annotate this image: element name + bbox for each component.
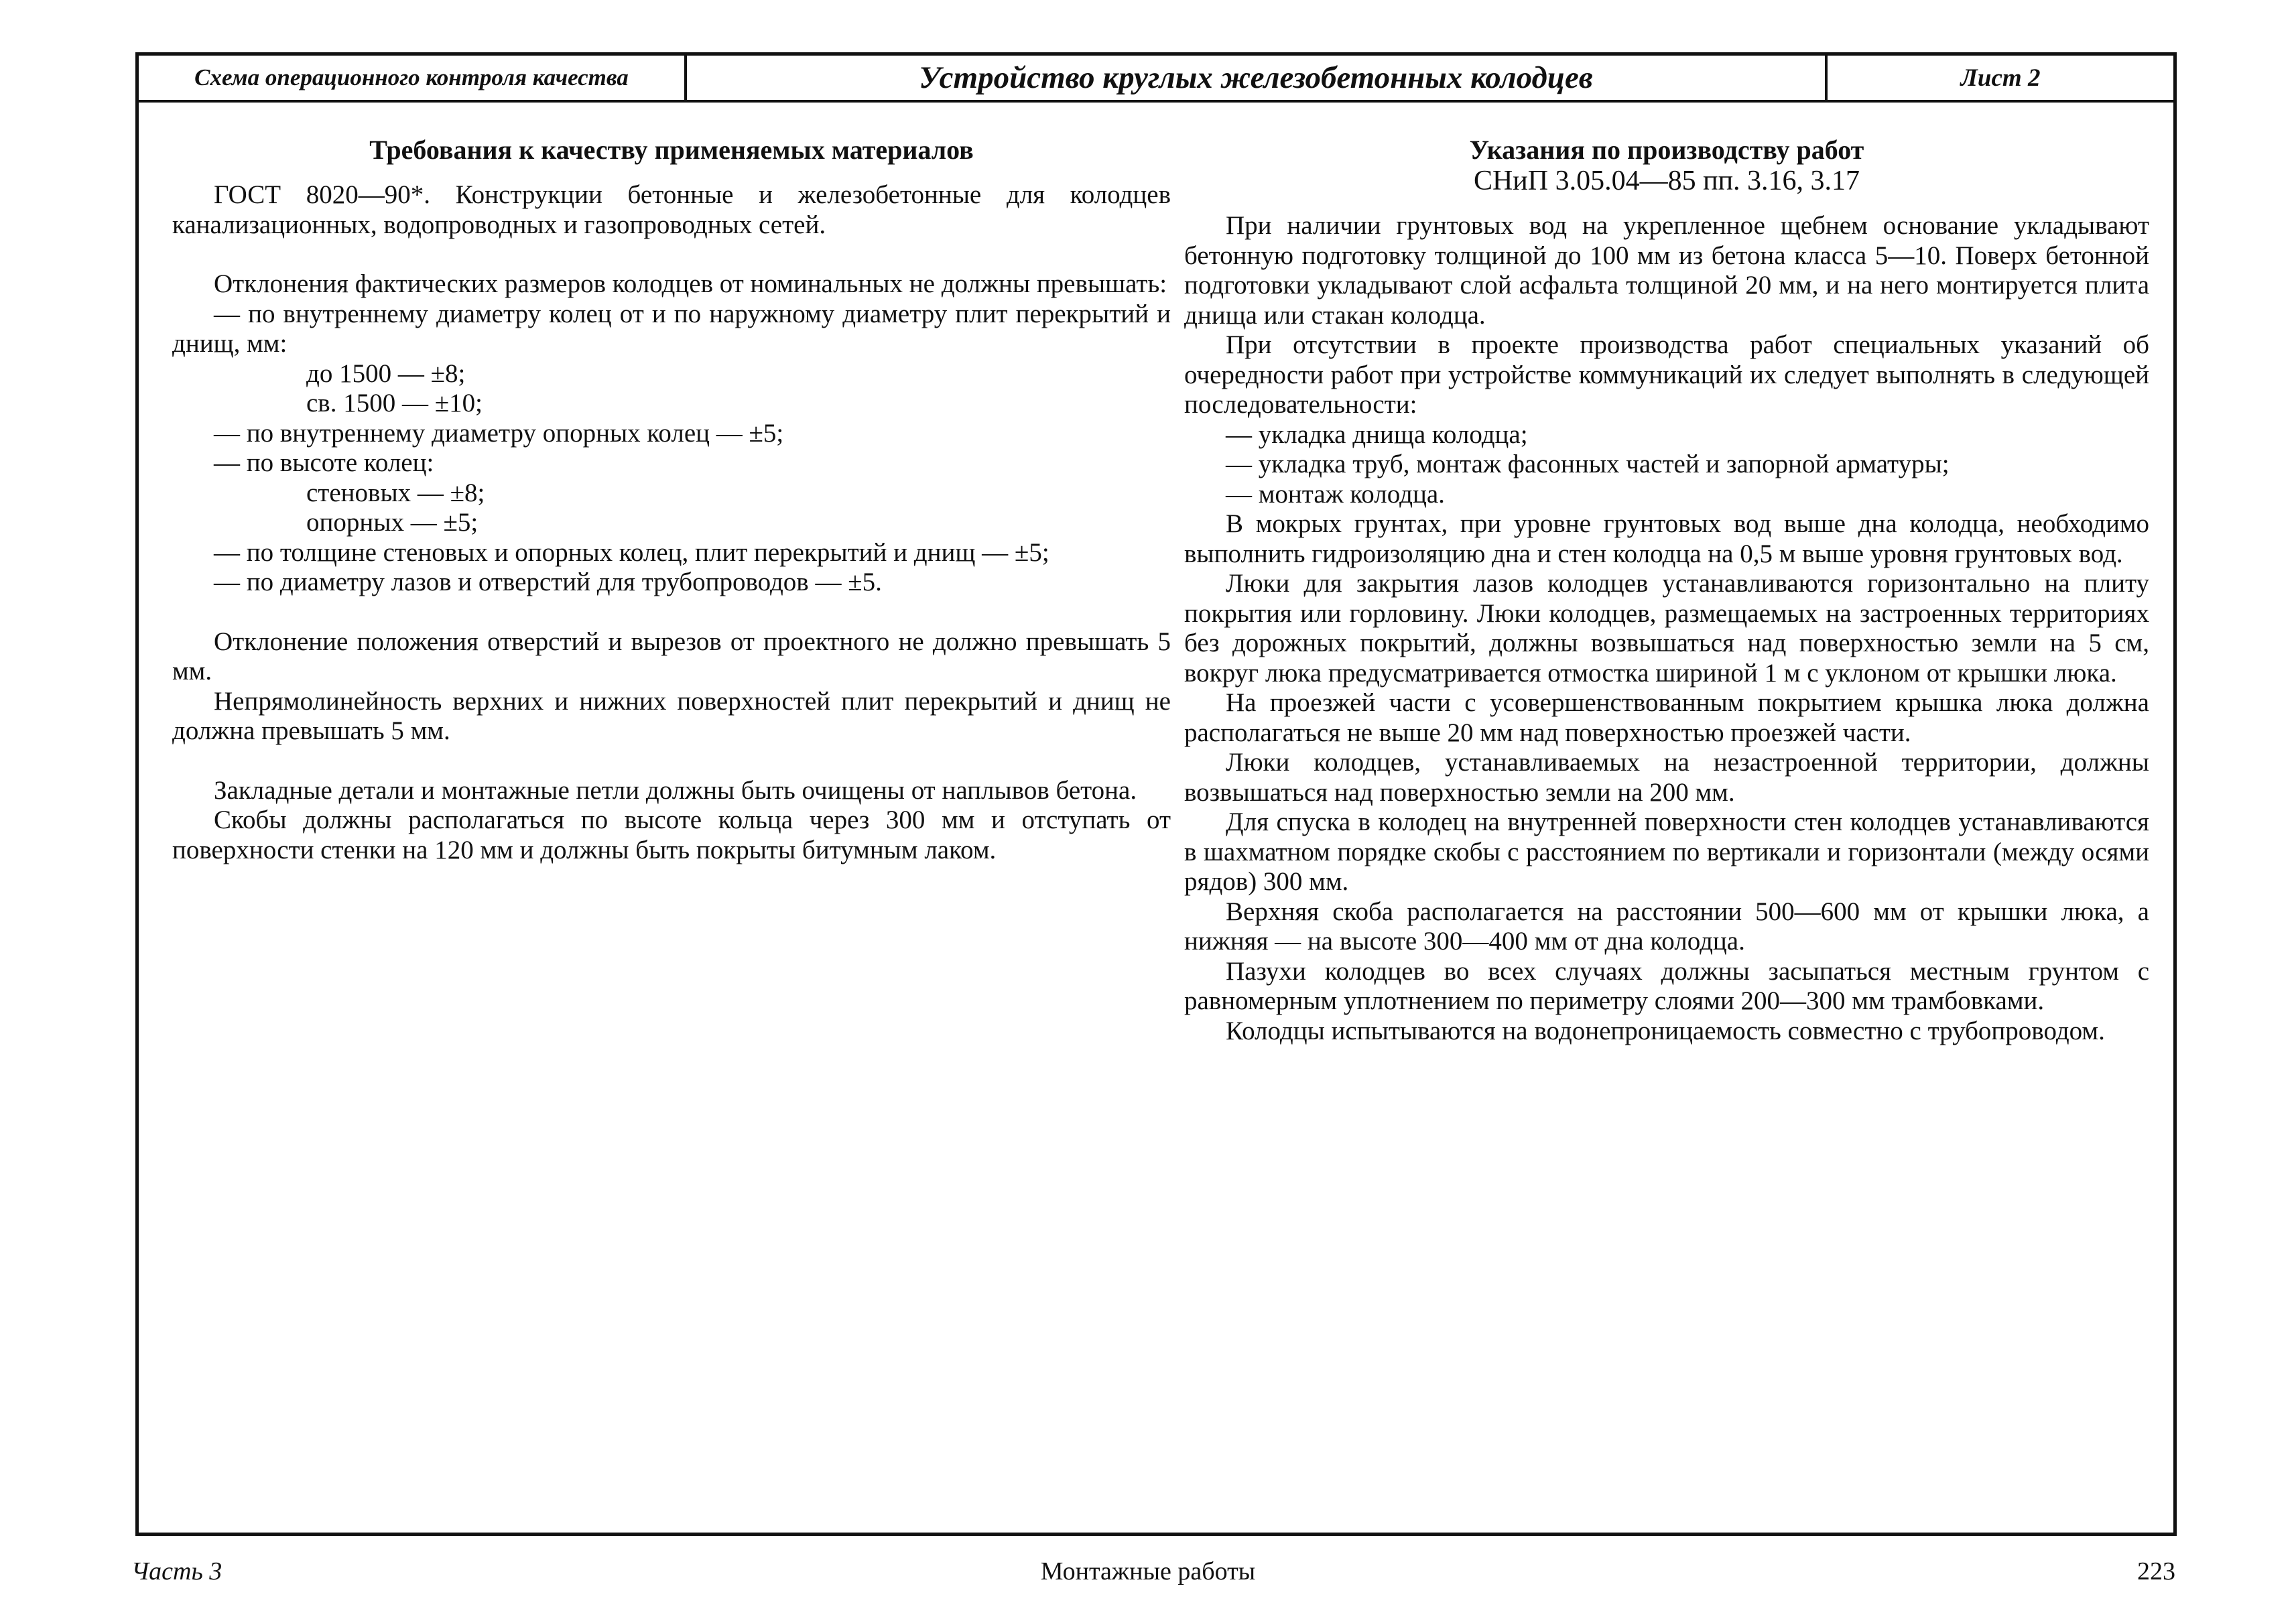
instruction-paragraph: Пазухи колодцев во всех случаях должны засыпаться местным грунтом с равномерным уплотнением по периметру слоями 200—300 мм трамбовками. bbox=[1184, 956, 2149, 1015]
deviation-item: — по внутреннему диаметру опорных колец — ±5; bbox=[214, 418, 784, 448]
deviation-subitem: опорных — ±5; bbox=[306, 508, 479, 537]
header-sheet-number: Лист 2 bbox=[1960, 64, 2041, 92]
brackets-paragraph: Скобы должны располагаться по высоте кольца через 300 мм и отступать от поверхности стенки на 120 мм и должны быть покрыты битумным лаком. bbox=[172, 805, 1171, 864]
sheet-frame bbox=[135, 52, 2177, 1536]
deviation-item: — по толщине стеновых и опорных колец, плит перекрытий и днищ — ±5; bbox=[214, 537, 1049, 567]
sequence-item: — монтаж колодца. bbox=[1226, 479, 1445, 509]
instruction-paragraph: Колодцы испытываются на водонепроницаемость совместно с трубопроводом. bbox=[1226, 1016, 2105, 1045]
footer-section-title: Монтажные работы bbox=[1040, 1557, 1256, 1585]
instruction-paragraph: Люки колодцев, устанавливаемых на незастроенной территории, должны возвышаться над поверхностью земли на 200 мм. bbox=[1184, 748, 2149, 807]
footer-part: Часть 3 bbox=[131, 1557, 222, 1585]
instruction-paragraph: При наличии грунтовых вод на укрепленное щебнем основание укладывают бетонную подготовку толщиной до 100 мм из бетона класса 5—10. Поверх бетонной подготовки укладывают слой асфальта толщиной 20 мм, и на него монтируется плита днища или стакан колодца. bbox=[1184, 211, 2149, 330]
deviation-item: — по диаметру лазов и отверстий для трубопроводов — ±5. bbox=[214, 568, 882, 596]
deviation-subitem: св. 1500 — ±10; bbox=[306, 389, 483, 417]
deviation-item: — по высоте колец: bbox=[214, 448, 434, 477]
flatness-paragraph: Непрямолинейность верхних и нижних поверхностей плит перекрытий и днищ не должна превышать 5 мм. bbox=[172, 686, 1171, 745]
work-instructions-title: Указания по производству работ bbox=[1469, 135, 1864, 165]
work-instructions-column bbox=[1184, 135, 2149, 1046]
snip-reference: СНиП 3.05.04—85 пп. 3.16, 3.17 bbox=[1473, 166, 1860, 196]
header-document-type: Схема операционного контроля качества bbox=[139, 56, 687, 100]
instruction-paragraph: На проезжей части с усовершенствованным покрытием крышка люка должна располагаться не выше 20 мм над поверхностью проезжей части. bbox=[1184, 688, 2149, 747]
deviation-subitem: до 1500 — ±8; bbox=[306, 359, 466, 388]
holes-deviation-paragraph: Отклонение положения отверстий и вырезов от проектного не должно превышать 5 мм. bbox=[172, 627, 1171, 686]
header-title: Устройство круглых железобетонных колодцев bbox=[687, 56, 1828, 100]
sequence-item: — укладка труб, монтаж фасонных частей и запорной арматуры; bbox=[1226, 450, 1950, 478]
deviations-intro: Отклонения фактических размеров колодцев от номинальных не должны превышать: bbox=[214, 269, 1167, 298]
embedded-parts-paragraph: Закладные детали и монтажные петли должны быть очищены от наплывов бетона. bbox=[214, 775, 1137, 805]
gost-reference: ГОСТ 8020—90*. Конструкции бетонные и железобетонные для колодцев канализационных, водопроводных и газопроводных сетей. bbox=[172, 180, 1171, 239]
materials-requirements-column bbox=[172, 135, 1171, 865]
footer-page-number: 223 bbox=[2137, 1557, 2175, 1585]
instruction-paragraph: Для спуска в колодец на внутренней поверхности стен колодцев устанавливаются в шахматном порядке скобы с расстоянием по вертикали и горизонтали (между осями рядов) 300 мм. bbox=[1184, 807, 2149, 896]
instruction-paragraph: Люки для закрытия лазов колодцев устанавливаются горизонтально на плиту покрытия или горловину. Люки колодцев, размещаемых на застроенных территориях без дорожных покрытий, должны возвышаться над поверхностью земли на 5 см, вокруг люка предусматривается отмостка шириной 1 м с уклоном от крышки люка. bbox=[1184, 569, 2149, 688]
deviation-item: — по внутреннему диаметру колец от и по наружному диаметру плит перекрытий и днищ, мм: bbox=[172, 299, 1171, 358]
instruction-paragraph: В мокрых грунтах, при уровне грунтовых вод выше дна колодца, необходимо выполнить гидроизоляцию дна и стен колодца на 0,5 м выше уровня грунтовых вод. bbox=[1184, 509, 2149, 568]
deviation-subitem: стеновых — ±8; bbox=[306, 478, 485, 507]
instruction-paragraph: При отсутствии в проекте производства работ специальных указаний об очередности работ при устройстве коммуникаций их следует выполнять в следующей последовательности: bbox=[1184, 330, 2149, 419]
sheet-header bbox=[139, 56, 2173, 103]
materials-requirements-title: Требования к качеству применяемых материалов bbox=[369, 135, 974, 165]
sequence-item: — укладка днища колодца; bbox=[1226, 419, 1528, 449]
instruction-paragraph: Верхняя скоба располагается на расстоянии 500—600 мм от крышки люка, а нижняя — на высоте 300—400 мм от дна колодца. bbox=[1184, 897, 2149, 956]
